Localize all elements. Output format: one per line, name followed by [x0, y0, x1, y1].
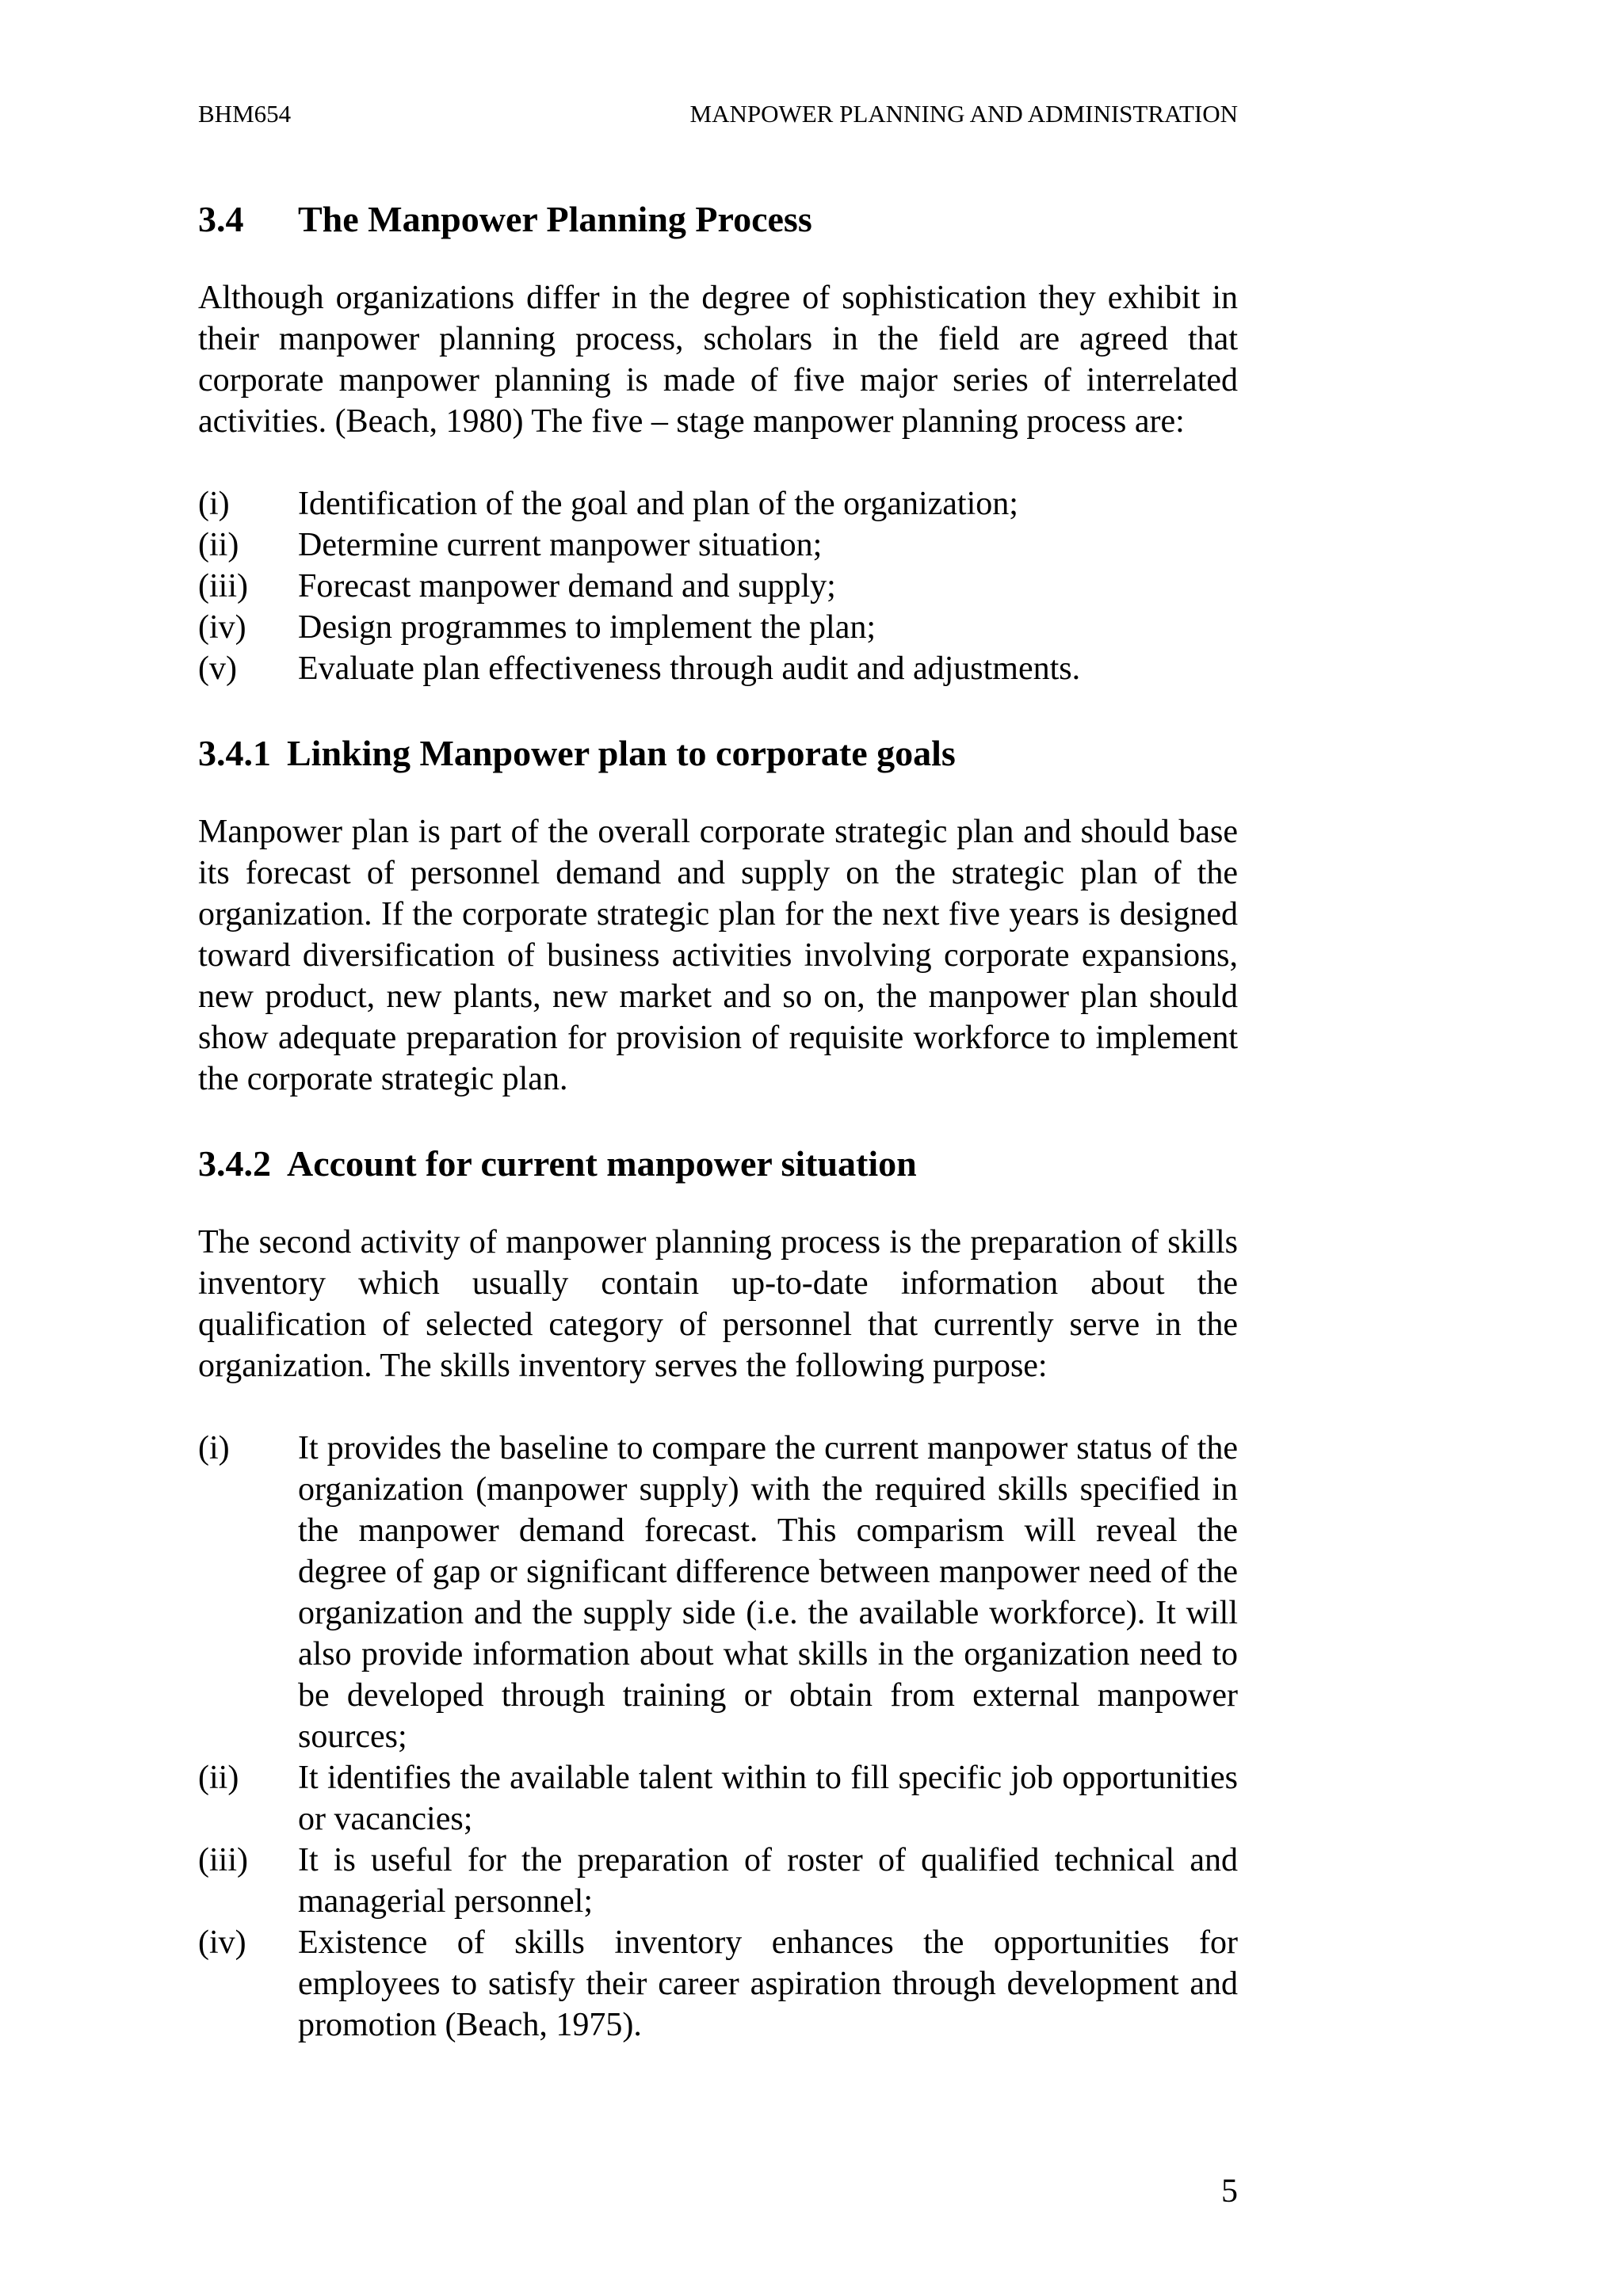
- list-item-text: Determine current manpower situation;: [298, 527, 823, 563]
- list-item-text: Design programmes to implement the plan;: [298, 609, 876, 646]
- running-header: [198, 98, 1238, 130]
- section-3-4-2-body: The second activity of manpower planning process is the preparation of skills inventory which usually contain up-to-date information about the qualification of selected category of personnel that currently serve in the organization. The skills inventory serves the following purpose:: [198, 1224, 1238, 1384]
- list-marker: (i): [198, 486, 230, 522]
- list-item: [198, 1840, 1238, 1922]
- section-number: 3.4.2: [198, 1143, 271, 1184]
- course-title: MANPOWER PLANNING AND ADMINISTRATION: [689, 100, 1238, 128]
- list-item-text: It provides the baseline to compare the current manpower status of the organization (manpower supply) with the required skills specified in the manpower demand forecast. This comparism will reveal the degree of gap or significant difference between manpower need of the organization and the supply side (i.e. the available workforce). It will also provide information about what skills in the organization need to be developed through training or obtain from external manpower sources;: [298, 1430, 1238, 1755]
- list-item: [198, 483, 1238, 524]
- section-number: 3.4.1: [198, 733, 271, 773]
- list-item-text: Forecast manpower demand and supply;: [298, 568, 836, 605]
- list-marker: (ii): [198, 1760, 239, 1796]
- list-item: [198, 648, 1238, 689]
- list-item-text: Evaluate plan effectiveness through audit and adjustments.: [298, 650, 1081, 687]
- list-item: [198, 1922, 1238, 2046]
- list-item-text: Existence of skills inventory enhances the opportunities for employees to satisfy their career aspiration through development and promotion (Beach, 1975).: [298, 1924, 1238, 2043]
- section-heading-3-4-2: [198, 1141, 1238, 1187]
- section-3-4-1-body: Manpower plan is part of the overall corporate strategic plan and should base its forecast of personnel demand and supply on the strategic plan of the organization. If the corporate strategic plan for the next five years is designed toward diversification of business activities involving corporate expansions, new product, new plants, new market and so on, the manpower plan should show adequate preparation for provision of requisite workforce to implement the corporate strategic plan.: [198, 814, 1238, 1097]
- section-heading-3-4-1: [198, 730, 1238, 776]
- section-title: Account for current manpower situation: [287, 1143, 917, 1184]
- list-marker: (iii): [198, 568, 248, 605]
- list-marker: (iii): [198, 1842, 248, 1878]
- list-marker: (v): [198, 650, 237, 687]
- list-marker: (ii): [198, 527, 239, 563]
- list-marker: (i): [198, 1430, 230, 1466]
- list-item-text: It identifies the available talent within to fill specific job opportunities or vacancies;: [298, 1760, 1238, 1837]
- list-item: [198, 566, 1238, 607]
- section-title: The Manpower Planning Process: [298, 199, 812, 239]
- section-title: Linking Manpower plan to corporate goals: [287, 733, 956, 773]
- list-item: [198, 607, 1238, 648]
- list-item-text: It is useful for the preparation of roster of qualified technical and managerial personnel;: [298, 1842, 1238, 1920]
- list-item: [198, 524, 1238, 566]
- page-number: 5: [1221, 2173, 1238, 2210]
- list-marker: (iv): [198, 609, 246, 646]
- stages-list: [198, 483, 1238, 689]
- section-heading-3-4: [198, 196, 1238, 242]
- list-marker: (iv): [198, 1924, 246, 1961]
- purposes-list: [198, 1428, 1238, 2046]
- intro-paragraph: Although organizations differ in the degree of sophistication they exhibit in their manpower planning process, scholars in the field are agreed that corporate manpower planning is made of five major series of interrelated activities. (Beach, 1980) The five – stage manpower planning process are:: [198, 280, 1238, 440]
- course-code: BHM654: [198, 100, 292, 128]
- list-item-text: Identification of the goal and plan of the organization;: [298, 486, 1018, 522]
- page-content: [198, 196, 1238, 2046]
- section-number: 3.4: [198, 199, 244, 239]
- list-item: [198, 1757, 1238, 1840]
- list-item: [198, 1428, 1238, 1757]
